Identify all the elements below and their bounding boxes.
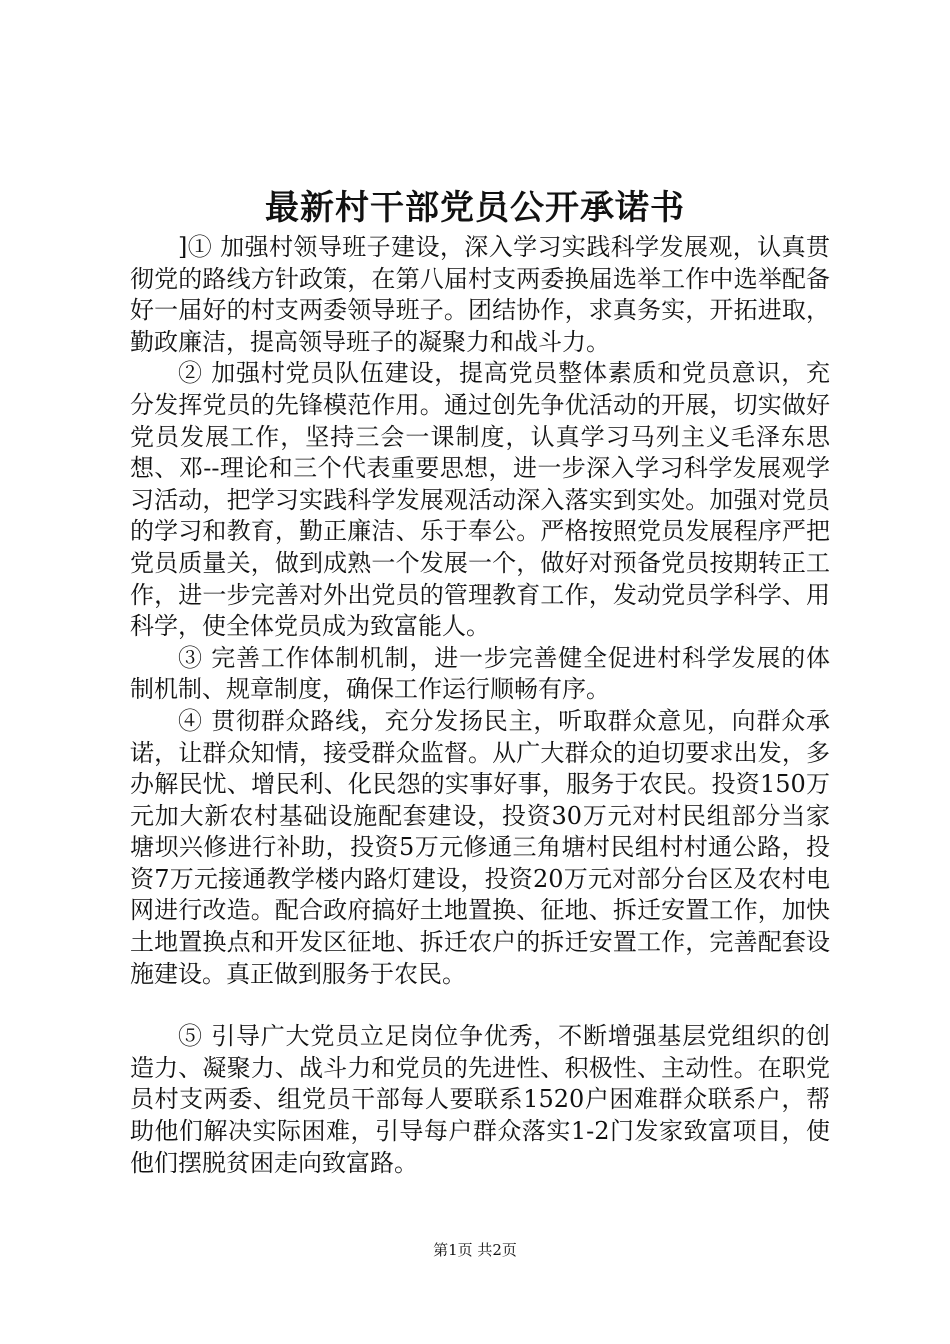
page-number-footer: 第1页 共2页: [433, 1241, 517, 1259]
document-title: 最新村干部党员公开承诺书: [265, 188, 685, 228]
paragraph-1: ]① 加强村领导班子建设，深入学习实践科学发展观，认真贯彻党的路线方针政策，在第八届村支两委换届选举工作中选举配备好一届好的村支两委领导班子。团结协作，求真务实，开拓进取，勤政廉洁，提高领导班子的凝聚力和战斗力。: [130, 233, 830, 356]
paragraph-2: ② 加强村党员队伍建设，提高党员整体素质和党员意识，充分发挥党员的先锋模范作用。通过创先争优活动的开展，切实做好党员发展工作，坚持三会一课制度，认真学习马列主义毛泽东思想、邓--理论和三个代表重要思想，进一步深入学习科学发展观学习活动，把学习实践科学发展观活动深入落实到实处。加强对党员的学习和教育，勤正廉洁、乐于奉公。严格按照党员发展程序严把党员质量关，做到成熟一个发展一个，做好对预备党员按期转正工作，进一步完善对外出党员的管理教育工作，发动党员学科学、用科学，使全体党员成为致富能人。: [130, 359, 830, 641]
document-body: [130, 232, 830, 1179]
paragraph-4: ④ 贯彻群众路线，充分发扬民主，听取群众意见，向群众承诺，让群众知情，接受群众监督。从广大群众的迫切要求出发，多办解民忧、增民利、化民怨的实事好事，服务于农民。投资150万元加大新农村基础设施配套建设，投资30万元对村民组部分当家塘坝兴修进行补助，投资5万元修通三角塘村民组村村通公路，投资7万元接通教学楼内路灯建设，投资20万元对部分台区及农村电网进行改造。配合政府搞好土地置换、征地、拆迁安置工作，加快土地置换点和开发区征地、拆迁农户的拆迁安置工作，完善配套设施建设。真正做到服务于农民。: [130, 706, 830, 988]
paragraph-3: ③ 完善工作体制机制，进一步完善健全促进村科学发展的体制机制、规章制度，确保工作运行顺畅有序。: [130, 643, 830, 704]
paragraph-5: ⑤ 引导广大党员立足岗位争优秀，不断增强基层党组织的创造力、凝聚力、战斗力和党员的先进性、积极性、主动性。在职党员村支两委、组党员干部每人要联系1520户困难群众联系户，帮助他们解决实际困难，引导每户群众落实1-2门发家致富项目，使他们摆脱贫困走向致富路。: [130, 1022, 830, 1177]
